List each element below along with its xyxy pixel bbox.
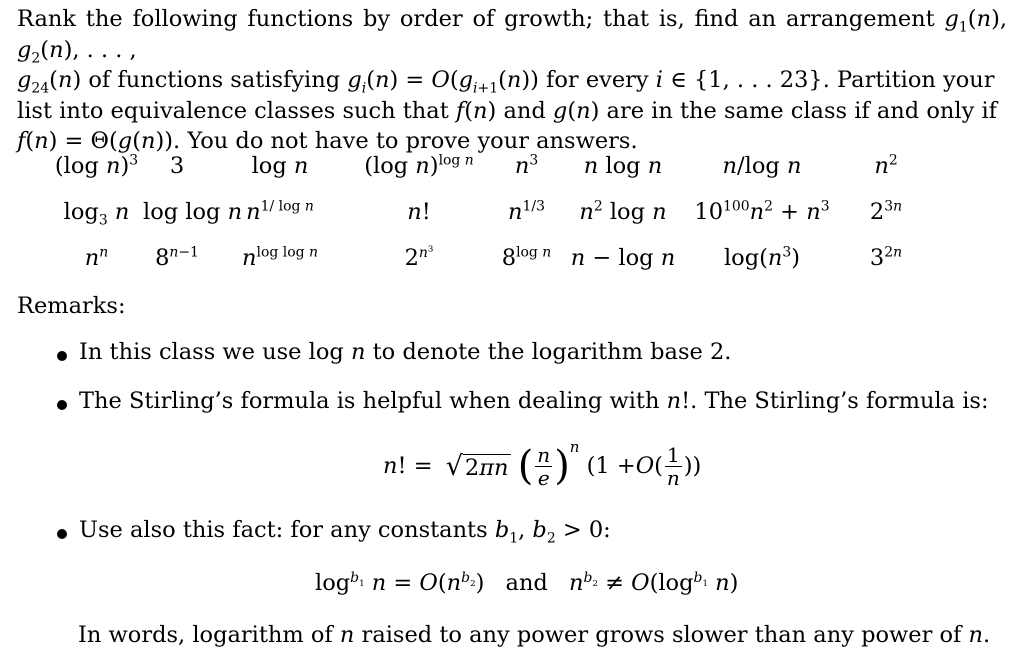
- function-cell: 3: [169, 153, 185, 179]
- functions-table: [50, 143, 930, 281]
- intro-line-3: list into equivalence classes such that f(n) and g(n) are in the same class if and only if: [17, 97, 997, 124]
- function-cell: $n^3$: [514, 152, 539, 179]
- function-cell: log n: [251, 153, 309, 179]
- function-cell: $2^{3n}$: [869, 198, 903, 225]
- function-cell: $8^{n-1}$: [155, 244, 199, 271]
- log-poly-fact-formula: $\log^{b_1} n = O(n^{b_2})$ and $n^{b_2} \ne O(\log^{b_1}$ n): [315, 569, 739, 596]
- function-cell: $8^{log n}$: [501, 244, 552, 271]
- intro-line-2: $g_{24}(n)$ of functions satisfying $g_i(n) = O(g_{i+1}(n))$ for every i ∈ {1, . . . 23}. Partition your: [17, 67, 995, 97]
- function-cell: $n^{1/ log n}$: [246, 198, 314, 225]
- bullet-dot: [56, 528, 68, 540]
- bullet-dot: [56, 350, 68, 362]
- function-cell: $n^n$: [84, 244, 109, 271]
- function-cell: n log n: [583, 153, 663, 179]
- problem-statement: [17, 4, 1007, 157]
- intro-line-4: f(n) = Θ(g(n)). You do not have to prove your answers.: [17, 128, 638, 154]
- remark-base-2: In this class we use log n to denote the logarithm base 2.: [79, 339, 732, 365]
- remark-stirling: The Stirling’s formula is helpful when dealing with n!. The Stirling’s formula is:: [79, 388, 989, 414]
- function-cell: n!: [407, 199, 431, 225]
- bullet-dot: [56, 399, 68, 411]
- function-cell: $\log_3 n$: [63, 199, 130, 229]
- function-cell: $3^{2n}$: [869, 244, 903, 271]
- function-cell: $\log(n^3)$: [723, 244, 801, 271]
- function-cell: n/log n: [722, 153, 802, 179]
- function-cell: (log n)$^3$: [54, 152, 139, 179]
- function-cell: $10^{100}n^2 + n^3$: [694, 198, 830, 225]
- function-cell: $n^2$ log n: [579, 198, 667, 225]
- intro-line-1: Rank the following functions by order of growth; that is, find an arrangement $g_1(n)$, $g_2(n)$, . . . ,: [17, 6, 1007, 66]
- stirling-formula: n ! = √ 2πn ( $\frac{n}{e}$ ) n (1 + O ( $\frac{1}{n}$ )): [383, 438, 702, 490]
- function-cell: n − log n: [570, 245, 676, 271]
- function-cell: $n^2$: [874, 152, 898, 179]
- remark-log-vs-poly: Use also this fact: for any constants $b_1$, $b_2 > 0$:: [79, 517, 611, 547]
- function-cell: $n^{1/3}$: [508, 198, 545, 225]
- remarks-heading: Remarks:: [17, 293, 126, 319]
- function-cell: log log n: [143, 199, 243, 225]
- fact-and-word: and: [505, 570, 548, 596]
- function-cell: $n^{log log n}$: [242, 244, 318, 271]
- remark-summary: In words, logarithm of n raised to any power grows slower than any power of n.: [78, 622, 991, 648]
- function-cell: (log n)$^{log n}$: [364, 152, 474, 179]
- function-cell: $2^{n^3}$: [404, 243, 434, 271]
